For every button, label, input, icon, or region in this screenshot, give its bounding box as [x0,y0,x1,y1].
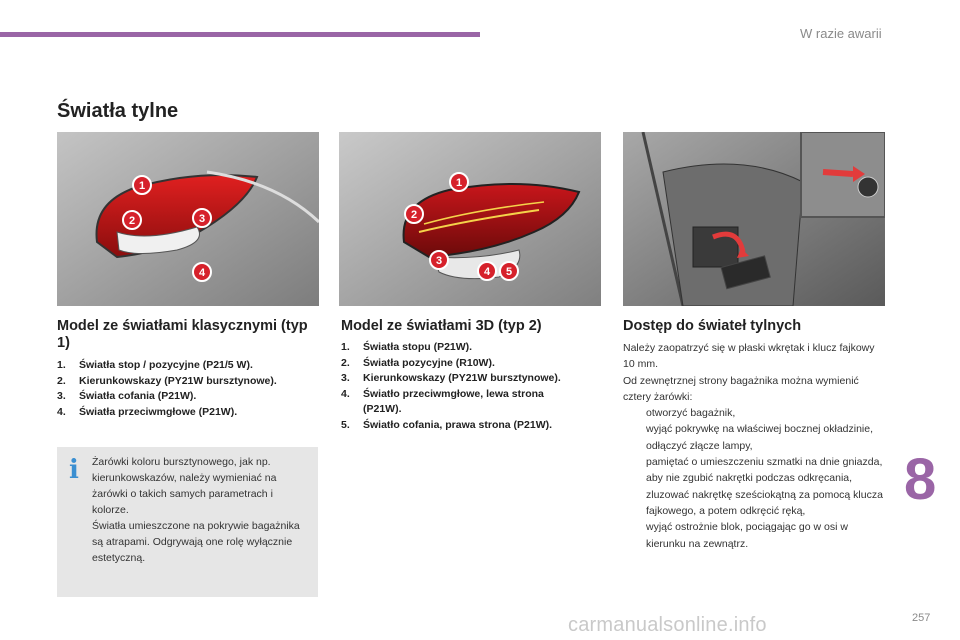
list-item: wyjąć ostrożnie blok, pociągając go w osi w kierunku na zewnątrz. [646,521,848,550]
callout-label: 1 [455,177,463,189]
callout-marker [133,176,151,194]
list-item: 4. Światło przeciwmgłowe, lewa strona (P21W). [341,387,544,415]
column-title-3d: Model ze światłami 3D (typ 2) [341,318,542,334]
list-item: 4. Światła przeciwmgłowe (P21W). [57,405,238,418]
list-item: 3. Światła cofania (P21W). [57,390,197,402]
steps-list [623,405,888,552]
callout-marker [430,251,448,269]
callout-marker [193,209,211,227]
list-item: 2. Kierunkowskazy (PY21W bursztynowe). [57,374,277,387]
info-text: Żarówki koloru bursztynowego, jak np. kierunkowskazów, należy wymieniać na żarówki o takich samych parametrach i kolorze. Światła umieszczone na pokrywie bagażnika są atrapami. Odgrywają one rolę wyłącznie estetyczną. [92,456,300,564]
chapter-number: 8 [904,447,937,512]
list-item: 1. Światła stopu (P21W). [341,341,473,353]
callout-marker [405,205,423,223]
callout-marker [193,263,211,281]
callout-label: 2 [128,215,136,227]
bulb-list-3d [341,340,603,433]
list-item: 2. Światła pozycyjne (R10W). [341,356,495,369]
callout-label: 3 [198,213,206,225]
list-item: otworzyć bagażnik, [646,407,736,420]
photo-3d-tail-light [339,132,601,306]
page-number: 257 [912,612,931,624]
access-instructions [623,340,888,552]
callout-marker [123,211,141,229]
callout-label: 1 [138,180,146,192]
callout-marker [500,262,518,280]
list-item: 5. Światło cofania, prawa strona (P21W). [341,418,553,431]
photo-classic-tail-light [57,132,319,306]
list-item: wyjąć pokrywkę na właściwej bocznej okładzinie, [646,423,874,436]
page-title: Światła tylne [57,100,179,122]
header-accent-bar [0,32,480,37]
callout-label: 4 [198,267,206,279]
callout-label: 2 [410,209,418,221]
list-item: pamiętać o umieszczeniu szmatki na dnie gniazda, aby nie zgubić nakrętki podczas odkręcania, [646,456,883,485]
column-title-classic: Model ze światłami klasycznymi (typ 1) [57,318,308,351]
list-item: odłączyć złącze lampy, [646,439,753,452]
column-title-access: Dostęp do świateł tylnych [623,318,802,334]
bulb-list-classic [57,358,319,420]
callout-marker [478,262,496,280]
list-item: 1. Światła stop / pozycyjne (P21/5 W). [57,359,253,371]
info-icon: i [69,455,79,485]
watermark: carmanualsonline.info [568,614,767,636]
callout-marker [450,173,468,191]
intro-text-2: Od zewnętrznej strony bagażnika można wymienić cztery żarówki: [623,374,859,403]
callout-label: 5 [505,266,513,278]
intro-text: Należy zaopatrzyć się w płaski wkrętak i klucz fajkowy 10 mm. [623,342,875,371]
callout-label: 4 [483,266,491,278]
list-item: 3. Kierunkowskazy (PY21W bursztynowe). [341,372,561,384]
photo-trunk-access [623,132,885,306]
callout-label: 3 [435,255,443,267]
section-title: W razie awarii [800,26,882,41]
info-box [57,447,318,597]
list-item: zluzować nakrętkę sześciokątną za pomocą klucza fajkowego, a potem odkręcić ręką, [646,488,883,517]
